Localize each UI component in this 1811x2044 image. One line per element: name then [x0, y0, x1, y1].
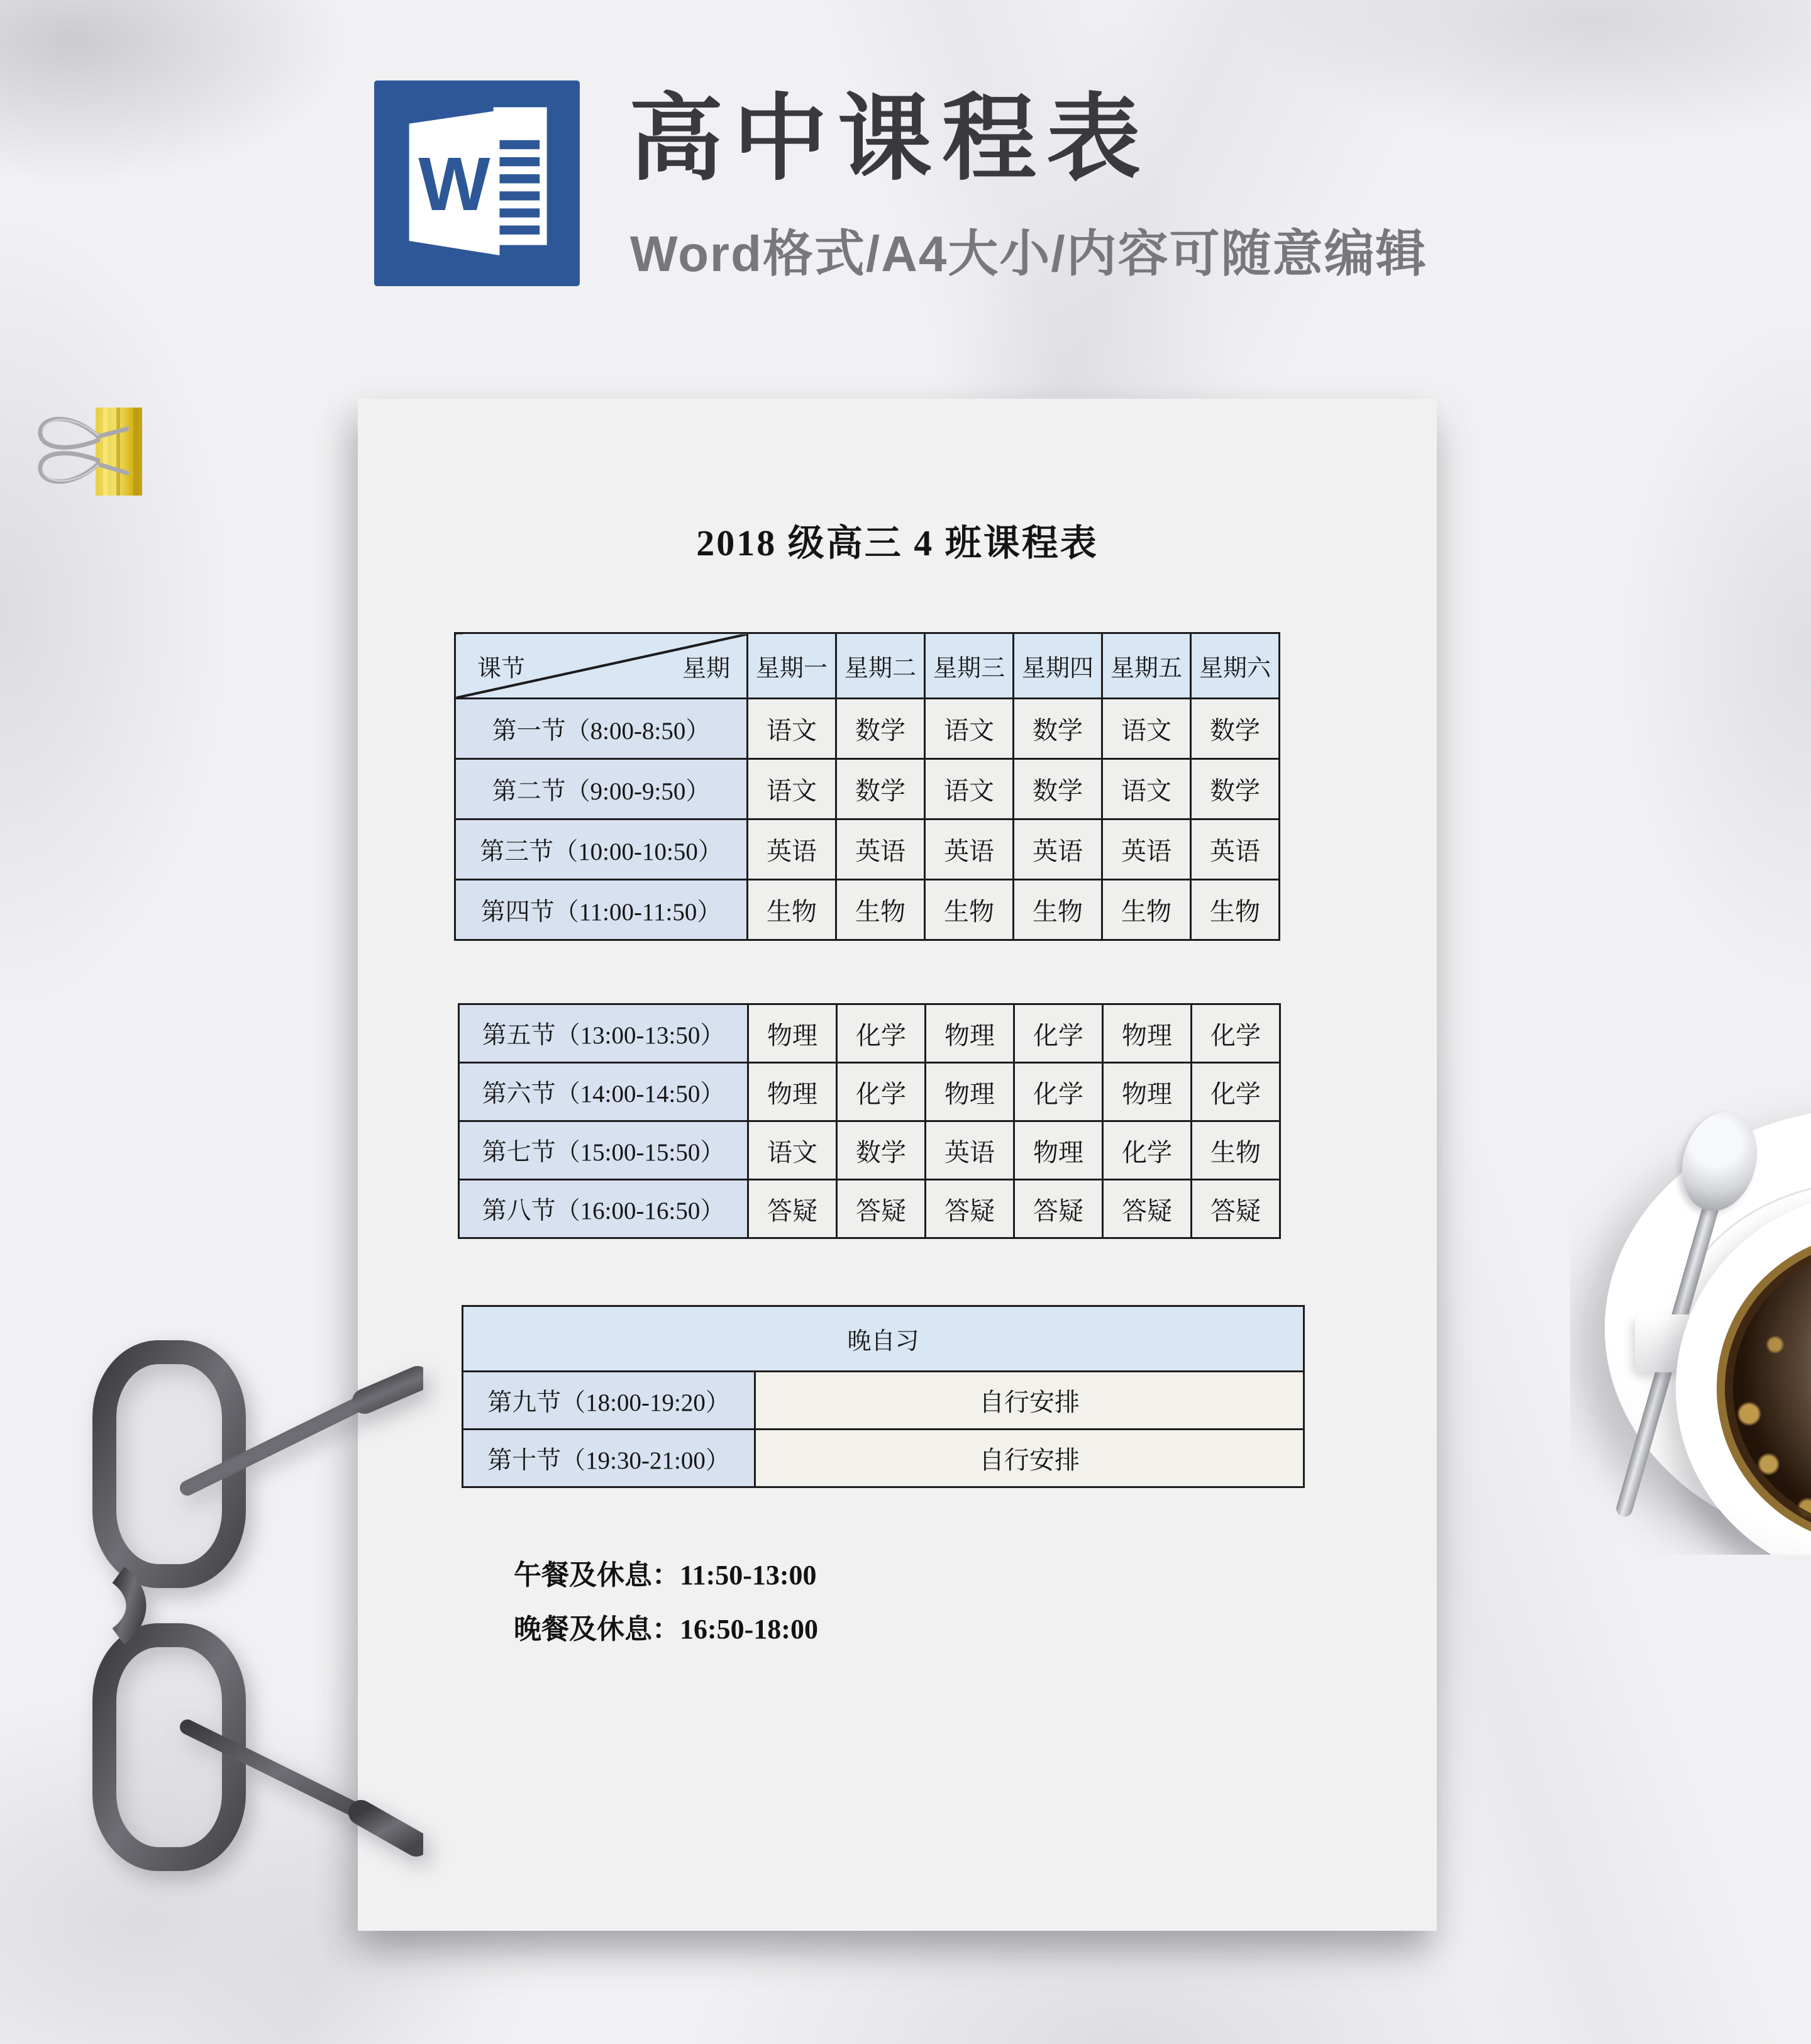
subject-cell: 英语	[925, 819, 1014, 880]
period-cell: 第六节（14:00-14:50）	[459, 1063, 748, 1121]
subject-cell: 英语	[1014, 819, 1102, 880]
table-row	[455, 759, 1280, 819]
banner-title: 高中课程表	[629, 86, 1151, 191]
table-row	[455, 699, 1280, 759]
subject-cell: 化学	[1014, 1063, 1103, 1121]
period-cell: 第五节（13:00-13:50）	[459, 1004, 748, 1063]
subject-cell: 语文	[925, 699, 1014, 759]
period-cell: 第二节（9:00-9:50）	[455, 759, 748, 819]
subject-cell: 数学	[1014, 759, 1102, 819]
day-header-row	[455, 633, 1280, 699]
corner-header-cell	[455, 633, 748, 699]
period-cell: 第四节（11:00-11:50）	[455, 880, 748, 940]
subject-cell: 化学	[1192, 1004, 1280, 1063]
subject-cell: 生物	[748, 880, 836, 940]
dinner-break-note: 晚餐及休息：16:50-18:00	[514, 1614, 818, 1645]
subject-cell: 英语	[836, 819, 925, 880]
schedule-table-afternoon	[458, 1003, 1281, 1239]
subject-cell: 语文	[1102, 699, 1191, 759]
subject-cell: 答疑	[1103, 1180, 1192, 1238]
subject-cell: 物理	[926, 1004, 1014, 1063]
subject-cell: 数学	[1191, 699, 1280, 759]
table-row	[459, 1004, 1280, 1063]
subject-cell: 数学	[837, 1121, 926, 1180]
subject-cell: 答疑	[748, 1180, 837, 1238]
subject-cell: 物理	[1103, 1063, 1192, 1121]
subject-cell: 生物	[1191, 880, 1280, 940]
subject-cell: 数学	[836, 759, 925, 819]
subject-cell: 英语	[748, 819, 836, 880]
subject-cell: 答疑	[926, 1180, 1014, 1238]
subject-cell: 生物	[925, 880, 1014, 940]
period-cell: 第七节（15:00-15:50）	[459, 1121, 748, 1180]
subject-cell: 化学	[1014, 1004, 1103, 1063]
banner-subtitle: Word格式/A4大小/内容可随意编辑	[630, 226, 1427, 282]
day-header-cell: 星期五	[1102, 633, 1191, 699]
subject-cell: 语文	[748, 1121, 837, 1180]
table-row	[455, 880, 1280, 940]
day-header-cell: 星期三	[925, 633, 1014, 699]
subject-cell: 物理	[926, 1063, 1014, 1121]
subject-cell: 语文	[925, 759, 1014, 819]
evening-header-row	[463, 1306, 1304, 1372]
subject-cell: 物理	[748, 1063, 837, 1121]
subject-cell: 化学	[1192, 1063, 1280, 1121]
table-row	[459, 1063, 1280, 1121]
day-header-cell: 星期一	[748, 633, 836, 699]
word-logo-icon	[372, 81, 582, 286]
subject-cell: 语文	[1102, 759, 1191, 819]
subject-cell: 物理	[1103, 1004, 1192, 1063]
day-header-cell: 星期四	[1014, 633, 1102, 699]
binder-clip	[33, 396, 155, 504]
subject-cell: 数学	[1191, 759, 1280, 819]
schedule-table-morning	[454, 632, 1280, 941]
period-cell: 第十节（19:30-21:00）	[463, 1430, 755, 1487]
subject-cell: 物理	[1014, 1121, 1103, 1180]
lunch-break-note: 午餐及休息：11:50-13:00	[514, 1560, 817, 1591]
corner-label-period: 课节	[477, 655, 526, 682]
document-paper	[358, 399, 1437, 1931]
period-cell: 第九节（18:00-19:20）	[463, 1372, 755, 1430]
period-cell: 第八节（16:00-16:50）	[459, 1180, 748, 1238]
document-title: 2018 级高三 4 班课程表	[696, 523, 1099, 564]
subject-cell: 答疑	[1192, 1180, 1280, 1238]
word-icon-letter: W	[418, 141, 490, 227]
subject-cell: 语文	[748, 699, 836, 759]
subject-cell: 英语	[926, 1121, 1014, 1180]
table-row	[463, 1430, 1304, 1487]
subject-cell: 语文	[748, 759, 836, 819]
subject-cell: 答疑	[1014, 1180, 1103, 1238]
subject-cell: 化学	[837, 1063, 926, 1121]
corner-label-week: 星期	[682, 655, 730, 682]
subject-cell: 英语	[1102, 819, 1191, 880]
evening-table	[462, 1305, 1305, 1488]
subject-cell: 化学	[1103, 1121, 1192, 1180]
subject-cell: 数学	[1014, 699, 1102, 759]
subject-cell: 英语	[1191, 819, 1280, 880]
subject-cell: 答疑	[837, 1180, 926, 1238]
table-row	[459, 1121, 1280, 1180]
evening-header-cell: 晚自习	[463, 1306, 1304, 1372]
coffee-cup	[1570, 1064, 1811, 1555]
subject-cell: 生物	[1102, 880, 1191, 940]
table-row	[459, 1180, 1280, 1238]
table-row	[463, 1372, 1304, 1430]
activity-cell: 自行安排	[755, 1372, 1304, 1430]
subject-cell: 数学	[836, 699, 925, 759]
subject-cell: 生物	[836, 880, 925, 940]
day-header-cell: 星期二	[836, 633, 925, 699]
subject-cell: 化学	[837, 1004, 926, 1063]
day-header-cell: 星期六	[1191, 633, 1280, 699]
subject-cell: 生物	[1014, 880, 1102, 940]
activity-cell: 自行安排	[755, 1430, 1304, 1487]
period-cell: 第三节（10:00-10:50）	[455, 819, 748, 880]
eyeglasses	[55, 1326, 423, 1889]
subject-cell: 物理	[748, 1004, 837, 1063]
period-cell: 第一节（8:00-8:50）	[455, 699, 748, 759]
table-row	[455, 819, 1280, 880]
subject-cell: 生物	[1192, 1121, 1280, 1180]
